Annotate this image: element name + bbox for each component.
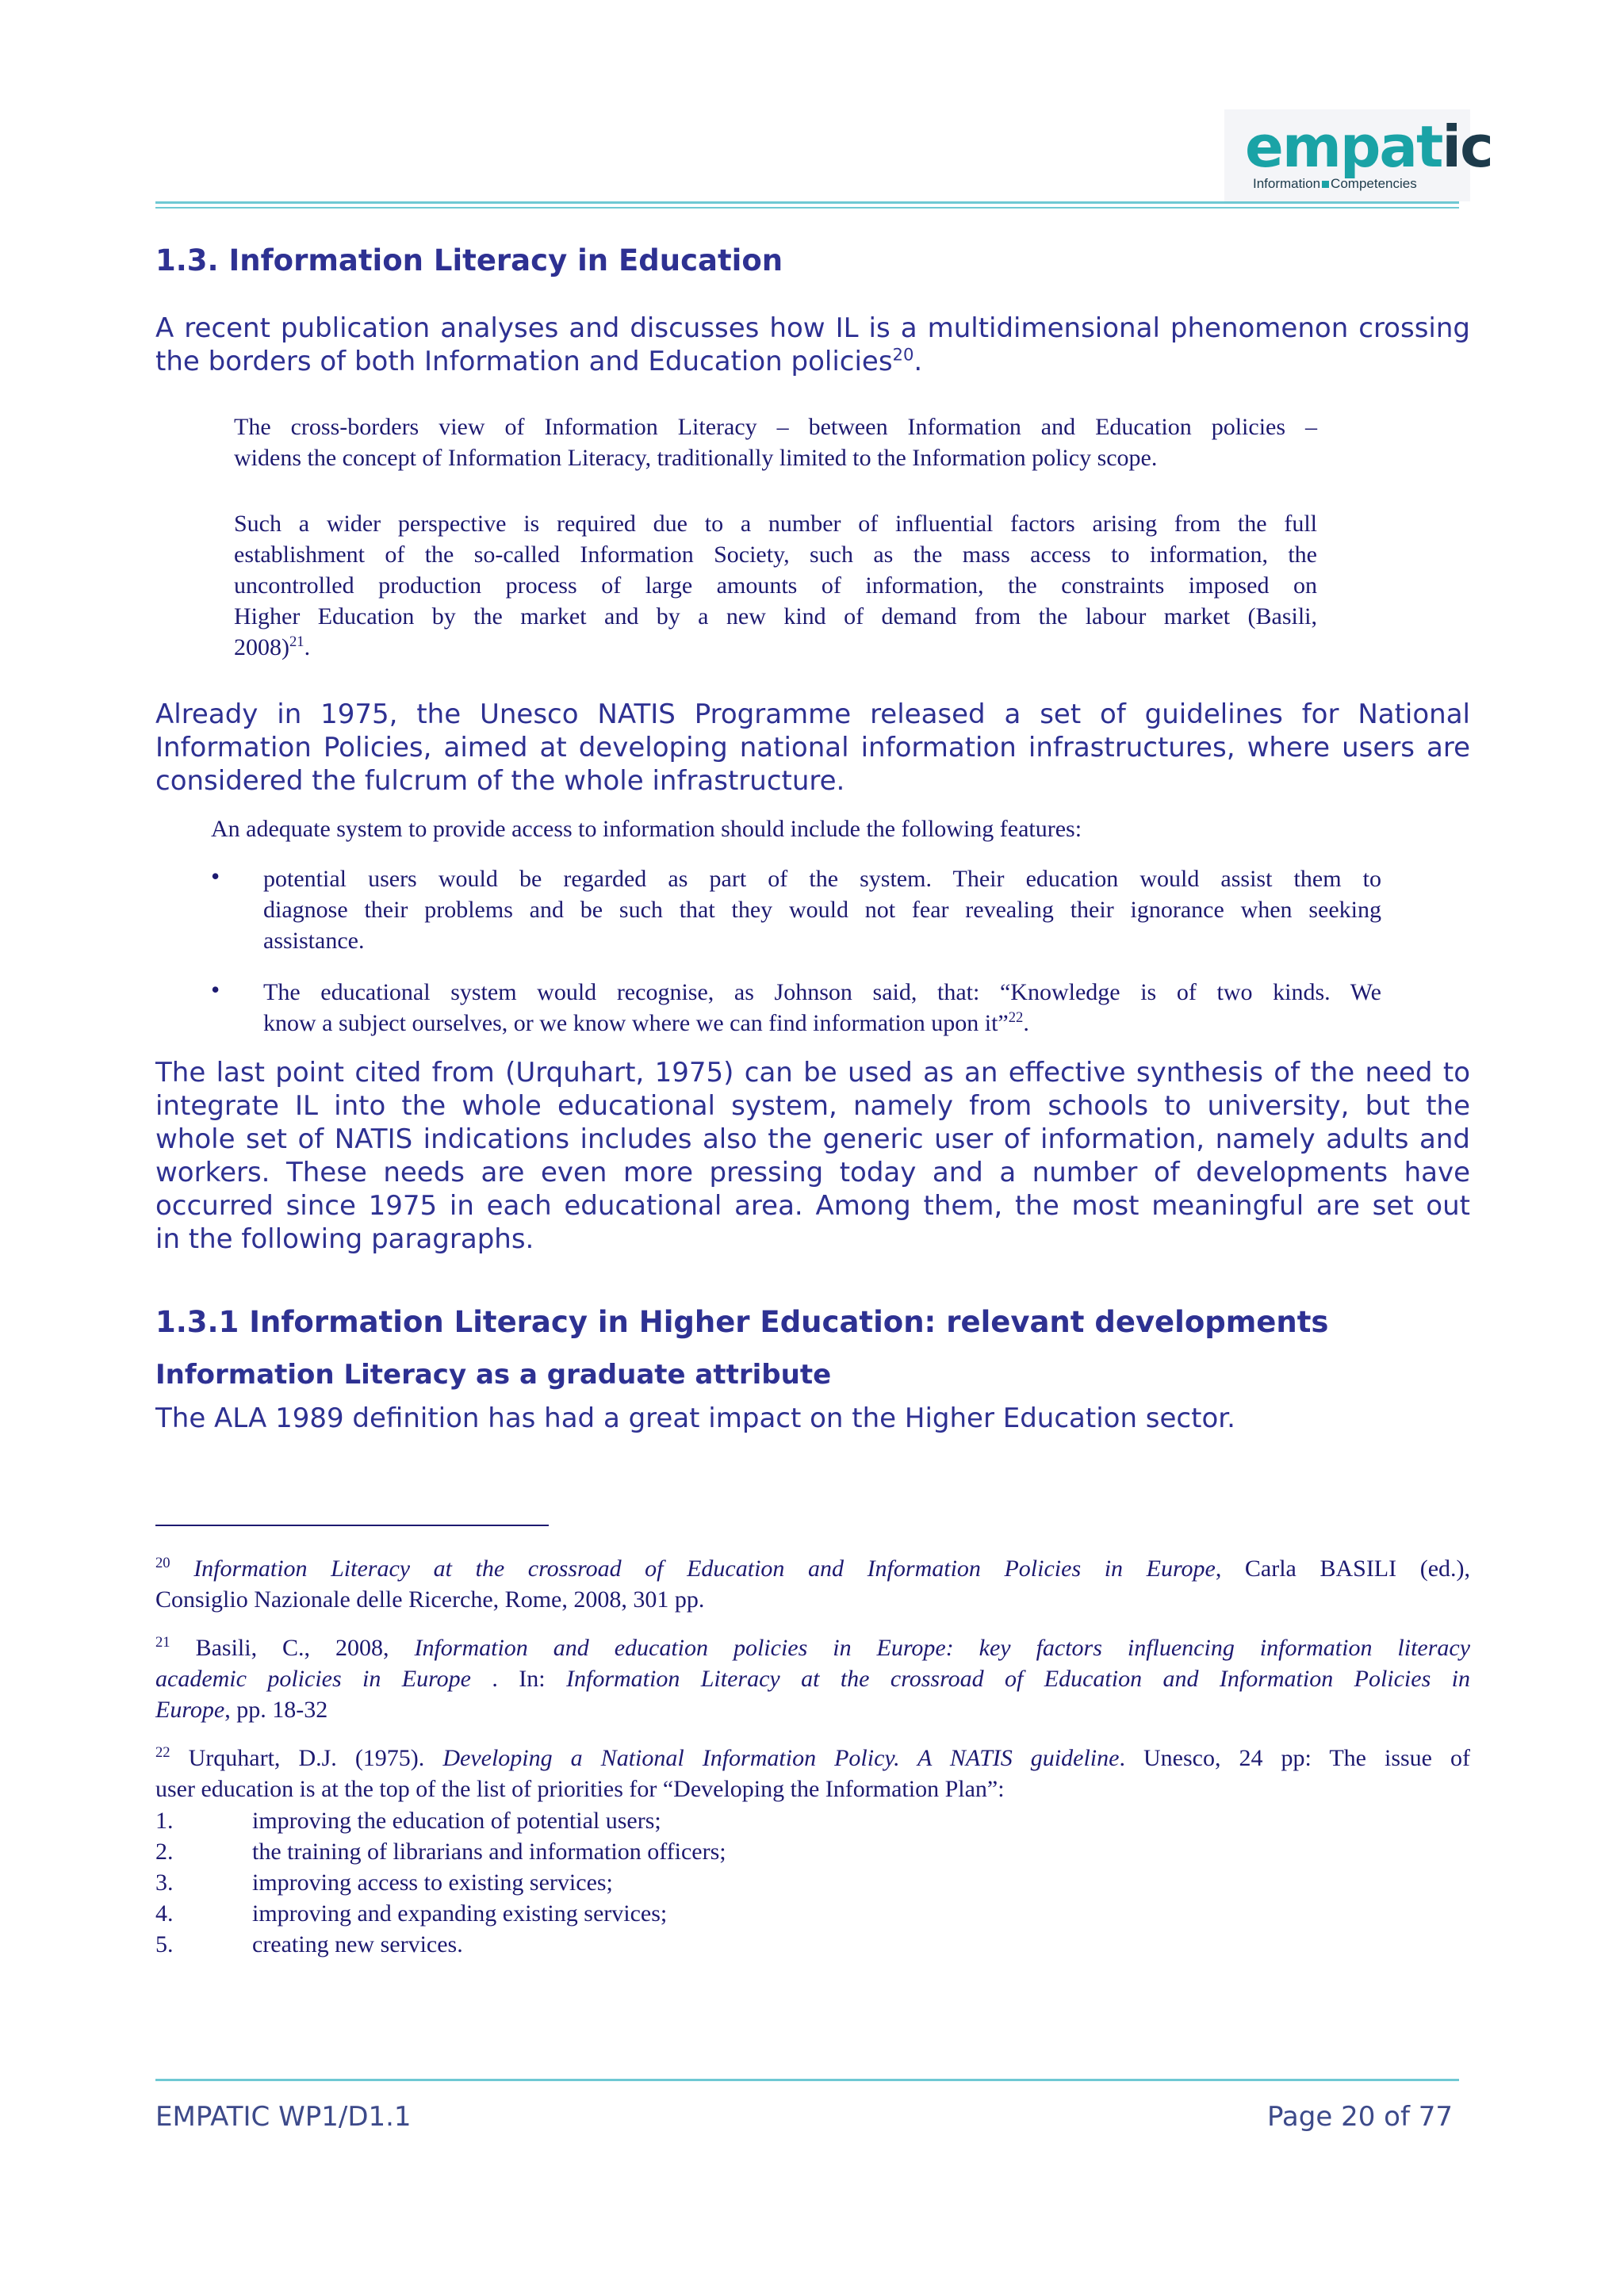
fn22-item-3: 3. improving access to existing services; bbox=[155, 1869, 613, 1896]
footnote-ref-22[interactable]: 22 bbox=[1008, 1009, 1024, 1026]
urquhart-line-3: whole set of NATIS indications includes also the generic user of information, namely adults and bbox=[155, 1123, 1470, 1155]
natis-line-3: considered the fulcrum of the whole infrastructure. bbox=[155, 765, 845, 797]
footnote-separator bbox=[155, 1525, 549, 1526]
intro-line-2: the borders of both Information and Education policies$^{20}$. bbox=[155, 344, 923, 377]
fn20-number: 20 bbox=[155, 1555, 170, 1571]
bullet1-line-3: assistance. bbox=[263, 928, 365, 954]
fn22-line-2: user education is at the top of the list of priorities for “Developing the Information Plan”: bbox=[155, 1776, 1005, 1802]
fn20-line-1: $^{20}$ Information Literacy at the crossroad of Education and Information Policies in Europe, Carla BASILI (ed.), bbox=[155, 1555, 1470, 1582]
natis-paragraph bbox=[155, 698, 1470, 798]
bullet-marker-2: • bbox=[211, 975, 220, 1004]
quote2-line-1: Such a wider perspective is required due to a number of influential factors arising from the full bbox=[234, 511, 1317, 537]
bullet2-line-2: know a subject ourselves, or we know where we can find information upon it”$^{22}$. bbox=[263, 1009, 1029, 1036]
header-rule bbox=[155, 201, 1459, 204]
quote-paragraph-1 bbox=[234, 411, 1317, 473]
quote2-line-4: Higher Education by the market and by a new kind of demand from the labour market (Basili, bbox=[234, 603, 1317, 629]
quote2-line-5: 2008)$^{21}$. bbox=[234, 633, 311, 660]
empatic-logo bbox=[1224, 109, 1492, 201]
urquhart-line-6: in the following paragraphs. bbox=[155, 1223, 534, 1255]
bullet1-line-2: diagnose their problems and be such that they would not fear revealing their ignorance when seeking bbox=[263, 897, 1381, 923]
footnote-21 bbox=[155, 1632, 1470, 1725]
urquhart-line-2: integrate IL into the whole educational system, namely from schools to university, but the bbox=[155, 1090, 1470, 1122]
footer-page-number: Page 20 of 77 bbox=[1266, 2101, 1453, 2133]
fn21-line-1: $^{21}$ Basili, C., 2008, Information and education policies in Europe: key factors influencing information literacy bbox=[155, 1634, 1471, 1661]
quote2-line-2: establishment of the so-called Information Society, such as the mass access to information, the bbox=[234, 541, 1317, 568]
subsubsection-heading: Information Literacy as a graduate attribute bbox=[155, 1359, 832, 1391]
urquhart-line-4: workers. These needs are even more pressing today and a number of developments have bbox=[155, 1157, 1470, 1188]
natis-line-2: Information Policies, aimed at developing national information infrastructures, where users are bbox=[155, 732, 1470, 763]
bullet2-line-1: The educational system would recognise, as Johnson said, that: “Knowledge is of two kinds. We bbox=[263, 979, 1381, 1005]
footnote-20 bbox=[155, 1553, 1470, 1615]
footnote-ref-20[interactable]: 20 bbox=[892, 344, 914, 365]
intro-line-1: A recent publication analyses and discusses how IL is a multidimensional phenomenon crossing bbox=[155, 312, 1470, 344]
natis-line-1: Already in 1975, the Unesco NATIS Programme released a set of guidelines for National bbox=[155, 698, 1470, 730]
footnote-ref-21[interactable]: 21 bbox=[289, 633, 304, 650]
fn21-number: 21 bbox=[155, 1634, 170, 1651]
quote1-line-2: widens the concept of Information Literacy, traditionally limited to the Information policy scope. bbox=[234, 445, 1158, 471]
footnote-22 bbox=[155, 1743, 1470, 1804]
fn22-item-1: 1. improving the education of potential users; bbox=[155, 1808, 661, 1834]
fn22-number: 22 bbox=[155, 1744, 170, 1761]
subsection-heading: 1.3.1 Information Literacy in Higher Education: relevant developments bbox=[155, 1305, 1329, 1339]
ala-paragraph: The ALA 1989 definition has had a great impact on the Higher Education sector. bbox=[155, 1402, 1235, 1434]
fn20-line-2: Consiglio Nazionale delle Ricerche, Rome, 2008, 301 pp. bbox=[155, 1586, 705, 1613]
section-heading: 1.3. Information Literacy in Education bbox=[155, 243, 783, 277]
footer-rule bbox=[155, 2079, 1459, 2081]
bullet1-line-1: potential users would be regarded as part of the system. Their education would assist them to bbox=[263, 866, 1381, 892]
quote1-line-1: The cross-borders view of Information Literacy – between Information and Education policies – bbox=[234, 414, 1317, 440]
fn22-item-2: 2. the training of librarians and information officers; bbox=[155, 1839, 726, 1865]
header-rule-2 bbox=[155, 207, 1459, 209]
bullet-item-1 bbox=[263, 863, 1381, 956]
fn22-item-4: 4. improving and expanding existing services; bbox=[155, 1900, 668, 1927]
urquhart-line-1: The last point cited from (Urquhart, 1975) can be used as an effective synthesis of the need to bbox=[155, 1057, 1470, 1089]
fn21-line-3: Europe, pp. 18-32 bbox=[155, 1697, 328, 1723]
footer-doc-id: EMPATIC WP1/D1.1 bbox=[155, 2101, 412, 2133]
quote-paragraph-2 bbox=[234, 508, 1317, 663]
intro-paragraph bbox=[155, 312, 1470, 378]
quote2-line-3: uncontrolled production process of large amounts of information, the constraints imposed on bbox=[234, 572, 1317, 599]
bullet-marker-1: • bbox=[211, 862, 220, 890]
fn21-line-2: academic policies in Europe . In: Information Literacy at the crossroad of Education and Information Policies in bbox=[155, 1666, 1470, 1692]
logo-tagline: Information Competencies bbox=[1253, 176, 1417, 191]
logo-wordmark: empatic bbox=[1245, 113, 1492, 180]
urquhart-line-5: occurred since 1975 in each educational area. Among them, the most meaningful are set out bbox=[155, 1190, 1470, 1222]
fn22-item-5: 5. creating new services. bbox=[155, 1931, 463, 1957]
bullet-item-2 bbox=[263, 977, 1381, 1039]
list-intro: An adequate system to provide access to information should include the following features: bbox=[211, 816, 1082, 842]
urquhart-paragraph bbox=[155, 1056, 1470, 1256]
fn22-line-1: $^{22}$ Urquhart, D.J. (1975). Developing a National Information Policy. A NATIS guideline. Unesco, 24 pp: The issue of bbox=[155, 1744, 1471, 1771]
